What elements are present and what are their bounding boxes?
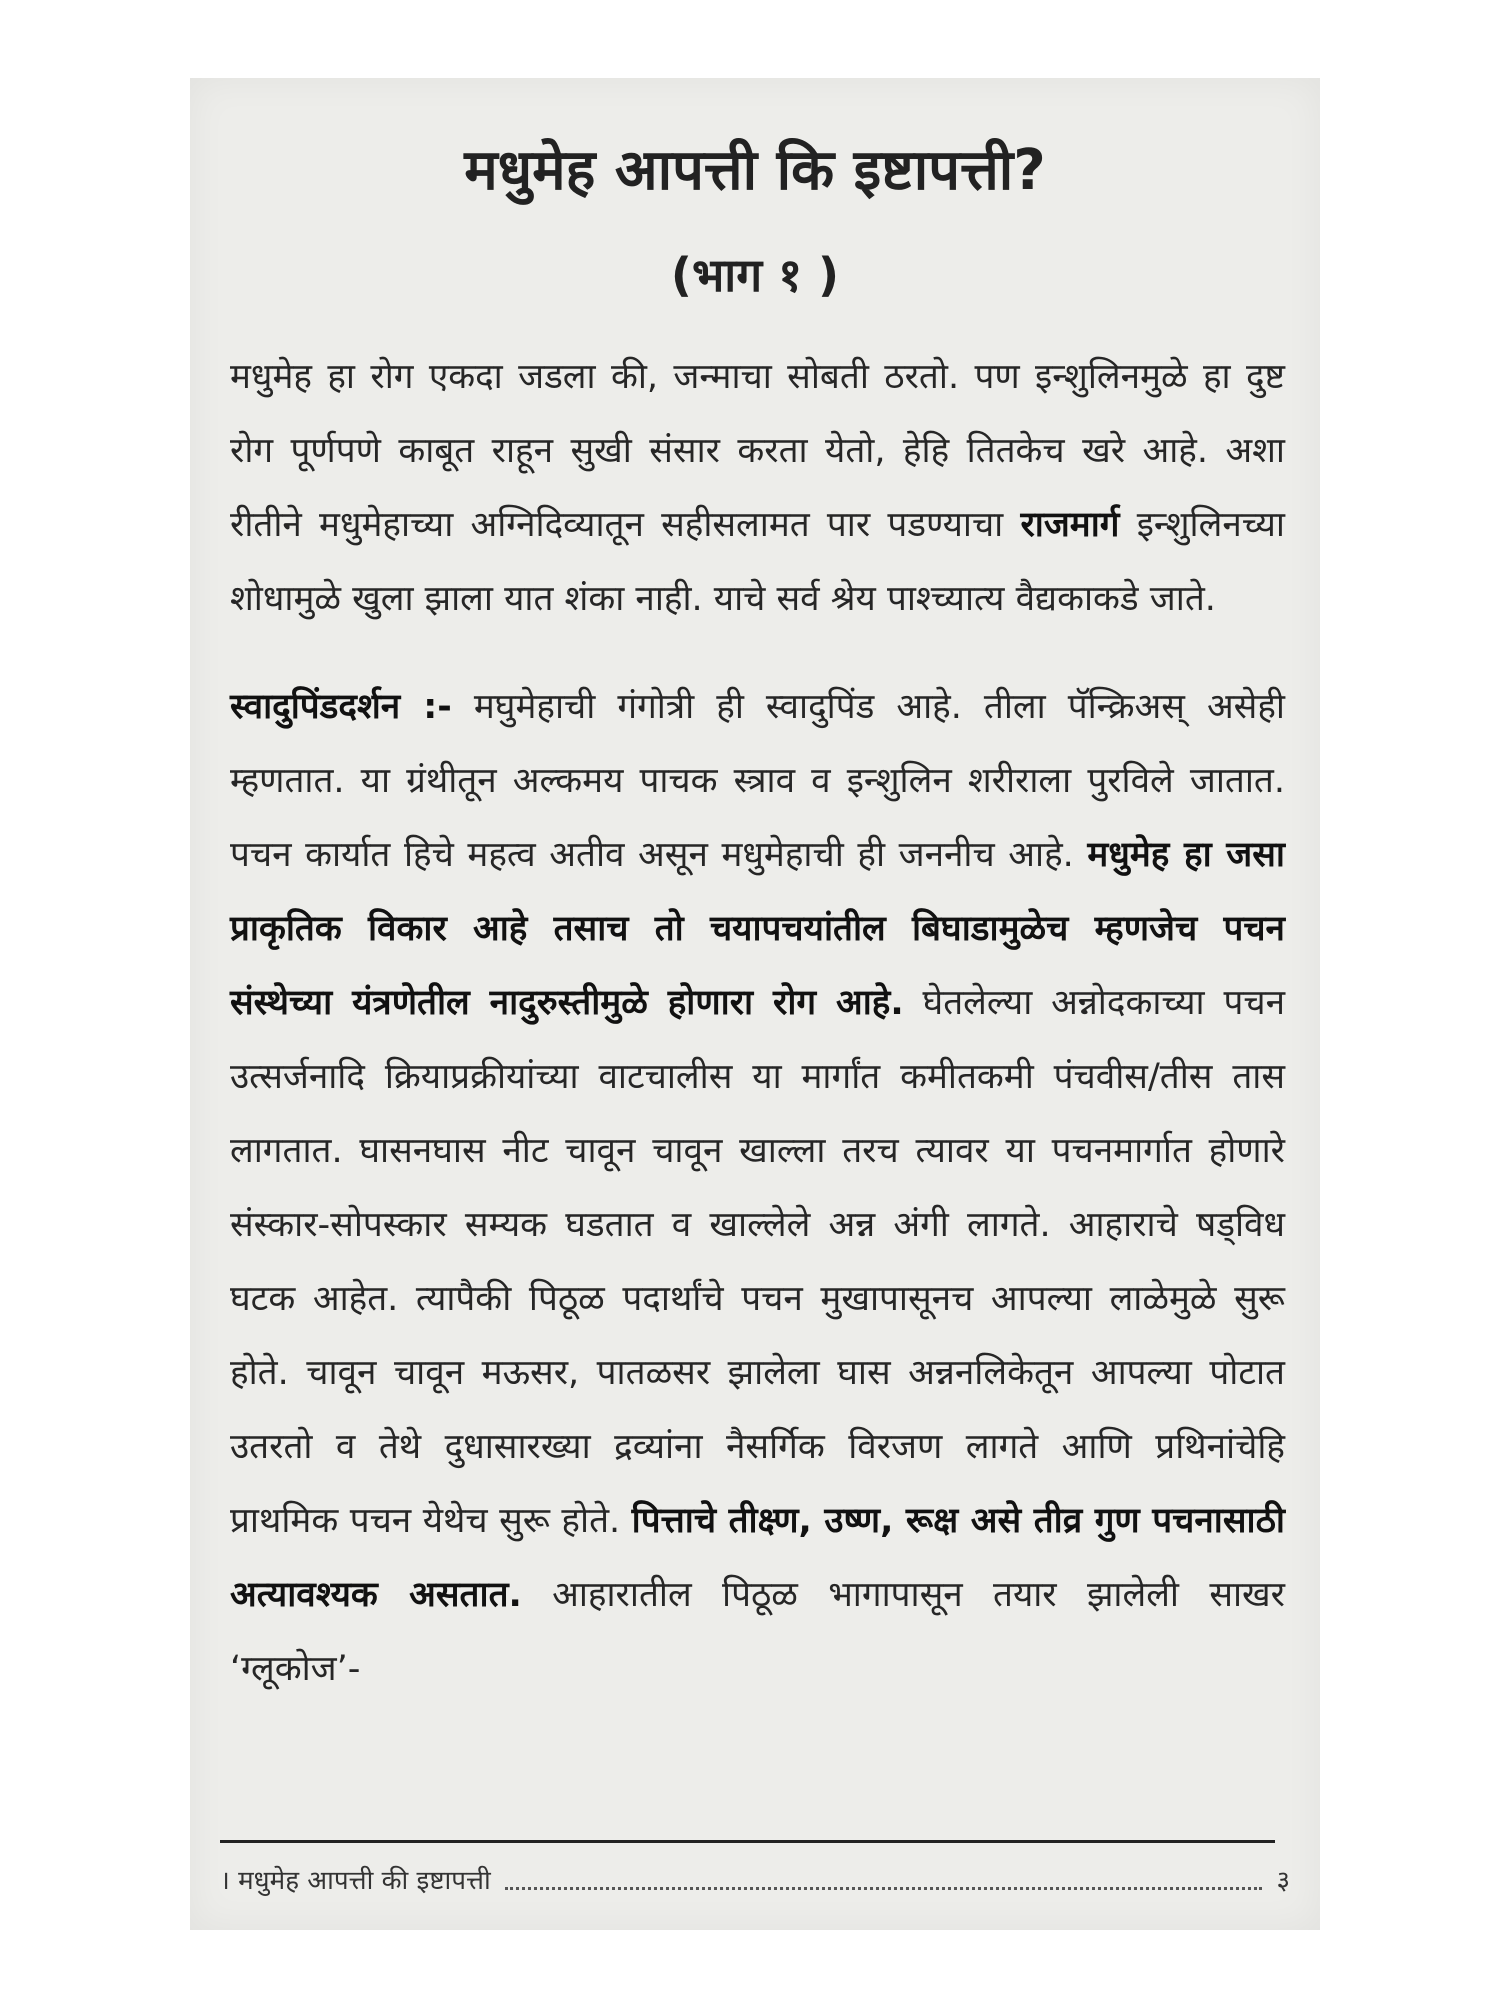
footer-divider	[220, 1840, 1275, 1843]
page-body	[230, 340, 1285, 1740]
paragraph-1-text: मधुमेह हा रोग एकदा जडला की, जन्माचा सोबती ठरतो. पण इन्शुलिनमुळे हा दुष्ट रोग पूर्णपणे काबूत राहून सुखी संसार करता येतो, हेहि तितकेच खरे आहे. अशा रीतीने मधुमेहाच्या अग्निदिव्यातून सहीसलामत पार पडण्याचा	[230, 357, 1285, 545]
page-number: ३	[1276, 1866, 1290, 1896]
paragraph-1-tail: इन्शुलिनच्या शोधामुळे खुला झाला यात शंका नाही. याचे सर्व श्रेय पाश्च्यात्य वैद्यकाकडे जाते.	[230, 505, 1285, 619]
paragraph-2-text3: आहारातील पिठूळ भागापासून तयार झालेली साखर ‘ग्लूकोज’-	[230, 1575, 1285, 1689]
paragraph-1-bold: राजमार्ग	[1020, 505, 1120, 545]
footer-leader-dots	[505, 1869, 1263, 1890]
page-footer	[220, 1854, 1290, 1904]
paragraph-1	[230, 340, 1285, 636]
page-title: मधुमेह आपत्ती कि इष्टापत्ती?	[464, 138, 1046, 203]
page-subtitle: (भाग १ )	[670, 248, 840, 302]
paragraph-2-bold2: पित्ताचे तीक्ष्ण, उष्ण, रूक्ष असे तीव्र गुण पचनासाठी अत्यावश्यक असतात.	[230, 1501, 1285, 1615]
paragraph-2-bold: मधुमेह हा जसा प्राकृतिक विकार आहे तसाच तो चयापचयांतील बिघाडामुळेच म्हणजेच पचन संस्थेच्या यंत्रणेतील नादुरुस्तीमुळे होणारा रोग आहे.	[230, 835, 1285, 1023]
paragraph-2-text: मघुमेहाची गंगोत्री ही स्वादुपिंड आहे. तीला पॅन्क्रिअस् असेही म्हणतात. या ग्रंथीतून अल्कमय पाचक स्त्राव व इन्शुलिन शरीराला पुरविले जातात. पचन कार्यात हिचे महत्व अतीव असून मधुमेहाची ही जननीच आहे.	[230, 687, 1285, 875]
book-page	[190, 78, 1320, 1930]
paragraph-2	[230, 670, 1285, 1706]
paragraph-2-text2: घेतलेल्या अन्नोदकाच्या पचन उत्सर्जनादि क्रियाप्रक्रीयांच्या वाटचालीस या मार्गांत कमीतकमी पंचवीस/तीस तास लागतात. घासनघास नीट चावून चावून खाल्ला तरच त्यावर या पचनमार्गात होणारे संस्कार-सोपस्कार सम्यक घडतात व खाल्लेले अन्न अंगी लागते. आहाराचे षड्विध घटक आहेत. त्यापैकी पिठूळ पदार्थांचे पचन मुखापासूनच आपल्या लाळेमुळे सुरू होते. चावून चावून मऊसर, पातळसर झालेला घास अन्ननलिकेतून आपल्या पोटात उतरतो व तेथे दुधासारख्या द्रव्यांना नैसर्गिक विरजण लागते आणि प्रथिनांचेहि प्राथमिक पचन येथेच सुरू होते.	[230, 983, 1285, 1541]
footer-title: । मधुमेह आपत्ती की इष्टापत्ती	[220, 1866, 491, 1896]
paragraph-2-heading: स्वादुपिंडदर्शन :-	[230, 687, 452, 727]
